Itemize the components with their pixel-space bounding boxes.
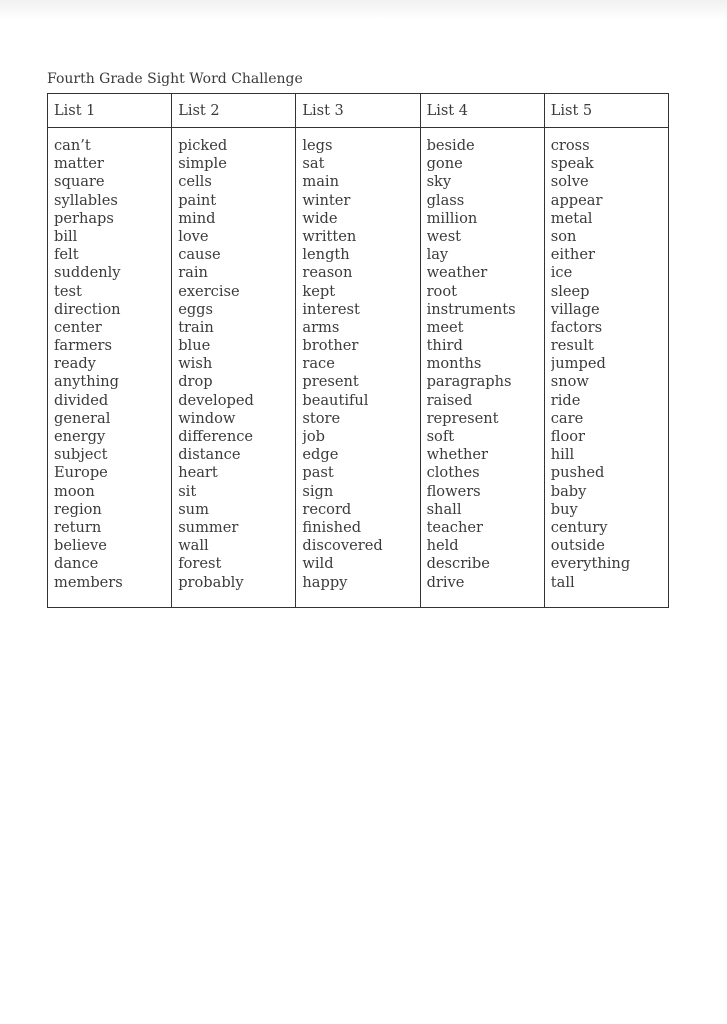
sight-word: wild bbox=[302, 555, 334, 573]
sight-word: son bbox=[550, 227, 577, 245]
sight-word: soft bbox=[426, 428, 455, 445]
sight-word: present bbox=[302, 373, 359, 391]
sight-word: syllables bbox=[54, 191, 118, 209]
sight-word: eggs bbox=[178, 300, 213, 318]
sight-word: believe bbox=[54, 537, 107, 555]
sight-word: drive bbox=[426, 573, 465, 591]
sight-word: floor bbox=[550, 428, 586, 445]
sight-word: shall bbox=[426, 500, 462, 518]
header-list-2: List 2 bbox=[172, 94, 296, 128]
sight-word: drop bbox=[178, 373, 213, 391]
sight-word: raised bbox=[426, 391, 473, 409]
sight-word: outside bbox=[550, 537, 605, 555]
sight-word: kept bbox=[302, 282, 336, 300]
sight-word: ready bbox=[54, 355, 96, 373]
sight-word: century bbox=[550, 518, 608, 536]
sight-word: sit bbox=[178, 482, 197, 500]
sight-word: simple bbox=[178, 155, 227, 173]
sight-word: happy bbox=[302, 573, 348, 591]
sight-word: sleep bbox=[550, 282, 590, 300]
sight-word: result bbox=[550, 337, 594, 355]
header-list-3: List 3 bbox=[296, 94, 420, 128]
word-column bbox=[420, 128, 544, 608]
sight-word: direction bbox=[54, 300, 121, 318]
sight-word: describe bbox=[426, 555, 490, 573]
sight-word: jumped bbox=[550, 355, 606, 373]
sight-word: cells bbox=[178, 173, 212, 191]
sight-word: mind bbox=[178, 209, 216, 227]
sight-word: legs bbox=[302, 137, 333, 154]
sight-word: bill bbox=[54, 227, 78, 245]
top-shadow bbox=[0, 0, 727, 20]
sight-word: sign bbox=[302, 482, 334, 500]
sight-word: interest bbox=[302, 300, 360, 318]
sight-word: picked bbox=[178, 137, 228, 154]
sight-word-table bbox=[47, 93, 669, 608]
sight-word: beside bbox=[426, 137, 475, 154]
table-header-row bbox=[48, 94, 669, 128]
sight-word: record bbox=[302, 500, 352, 518]
word-column bbox=[296, 128, 420, 608]
sight-word: reason bbox=[302, 264, 353, 282]
word-column bbox=[172, 128, 296, 608]
sight-word: difference bbox=[178, 428, 254, 445]
sight-word: sat bbox=[302, 155, 325, 173]
sight-word: perhaps bbox=[54, 209, 114, 227]
sight-word: divided bbox=[54, 391, 109, 409]
sight-word: dance bbox=[54, 555, 99, 573]
table-row bbox=[48, 128, 669, 608]
sight-word: wish bbox=[178, 355, 213, 373]
sight-word: general bbox=[54, 409, 111, 427]
sight-word: length bbox=[302, 246, 350, 264]
sight-word: village bbox=[550, 300, 600, 318]
sight-word: test bbox=[54, 282, 82, 300]
sight-word: discovered bbox=[302, 537, 383, 555]
sight-word: wall bbox=[178, 537, 209, 555]
sight-word: race bbox=[302, 355, 335, 373]
sight-word: clothes bbox=[426, 464, 480, 482]
sight-word: paragraphs bbox=[426, 373, 512, 391]
sight-word: blue bbox=[178, 337, 211, 355]
sight-word: cause bbox=[178, 246, 221, 264]
sight-word: solve bbox=[550, 173, 589, 191]
sight-word: felt bbox=[54, 246, 79, 264]
sight-word: care bbox=[550, 409, 584, 427]
sight-word: heart bbox=[178, 464, 218, 482]
sight-word: job bbox=[302, 428, 326, 445]
sight-word: gone bbox=[426, 155, 463, 173]
sight-word: forest bbox=[178, 555, 222, 573]
sight-word: written bbox=[302, 227, 357, 245]
sight-word: distance bbox=[178, 446, 241, 464]
sight-word: train bbox=[178, 318, 214, 336]
sight-word: factors bbox=[550, 318, 603, 336]
sight-word: paint bbox=[178, 191, 217, 209]
sight-word: suddenly bbox=[54, 264, 121, 282]
sight-word: ice bbox=[550, 264, 573, 282]
sight-word: probably bbox=[178, 573, 244, 591]
sight-word: held bbox=[426, 537, 459, 555]
sight-word: wide bbox=[302, 209, 338, 227]
sight-word: million bbox=[426, 209, 478, 227]
sight-word: brother bbox=[302, 337, 359, 355]
sight-word: past bbox=[302, 464, 334, 482]
sight-word: return bbox=[54, 518, 102, 536]
sight-word: region bbox=[54, 500, 102, 518]
sight-word: exercise bbox=[178, 282, 240, 300]
sight-word: moon bbox=[54, 482, 95, 500]
sight-word: either bbox=[550, 246, 595, 264]
sight-word: buy bbox=[550, 500, 578, 518]
sight-word: west bbox=[426, 227, 462, 245]
sight-word: metal bbox=[550, 209, 593, 227]
sight-word: pushed bbox=[550, 464, 605, 482]
sight-word: flowers bbox=[426, 482, 481, 500]
sight-word: ride bbox=[550, 391, 581, 409]
sight-word: tall bbox=[550, 573, 575, 591]
sight-word: farmers bbox=[54, 337, 113, 355]
sight-word: instruments bbox=[426, 300, 516, 318]
sight-word: lay bbox=[426, 246, 449, 264]
header-list-4: List 4 bbox=[420, 94, 544, 128]
sight-word: third bbox=[426, 337, 463, 355]
sight-word: beautiful bbox=[302, 391, 369, 409]
sight-word: square bbox=[54, 173, 105, 191]
sight-word: members bbox=[54, 573, 123, 591]
sight-word: speak bbox=[550, 155, 594, 173]
sight-word: teacher bbox=[426, 518, 483, 536]
sight-word: winter bbox=[302, 191, 351, 209]
sight-word: represent bbox=[426, 409, 499, 427]
sight-word: subject bbox=[54, 446, 108, 464]
sight-word: meet bbox=[426, 318, 464, 336]
sight-word: everything bbox=[550, 555, 631, 573]
word-column bbox=[544, 128, 668, 608]
sight-word: rain bbox=[178, 264, 208, 282]
sight-word: store bbox=[302, 409, 341, 427]
document-title: Fourth Grade Sight Word Challenge bbox=[47, 71, 303, 87]
word-column bbox=[48, 128, 172, 608]
sight-word: appear bbox=[550, 191, 603, 209]
sight-word: whether bbox=[426, 446, 488, 464]
sight-word: energy bbox=[54, 428, 106, 445]
header-list-5: List 5 bbox=[544, 94, 668, 128]
sight-word: months bbox=[426, 355, 482, 373]
sight-word: developed bbox=[178, 391, 254, 409]
sight-word: hill bbox=[550, 446, 575, 464]
sight-word: can’t bbox=[54, 137, 91, 154]
sight-word: main bbox=[302, 173, 339, 191]
sight-word: weather bbox=[426, 264, 488, 282]
sight-word: matter bbox=[54, 155, 104, 173]
sight-word: sum bbox=[178, 500, 209, 518]
sight-word: Europe bbox=[54, 464, 108, 482]
sight-word: arms bbox=[302, 318, 340, 336]
sight-word: love bbox=[178, 227, 209, 245]
sight-word: finished bbox=[302, 518, 362, 536]
sight-word: root bbox=[426, 282, 457, 300]
sight-word: snow bbox=[550, 373, 589, 391]
header-list-1: List 1 bbox=[48, 94, 172, 128]
sight-word: anything bbox=[54, 373, 120, 391]
sight-word: center bbox=[54, 318, 102, 336]
sight-word: edge bbox=[302, 446, 339, 464]
sight-word: window bbox=[178, 409, 236, 427]
sight-word: cross bbox=[550, 137, 590, 154]
sight-word: baby bbox=[550, 482, 587, 500]
sight-word: summer bbox=[178, 518, 239, 536]
sight-word: sky bbox=[426, 173, 452, 191]
sight-word: glass bbox=[426, 191, 465, 209]
